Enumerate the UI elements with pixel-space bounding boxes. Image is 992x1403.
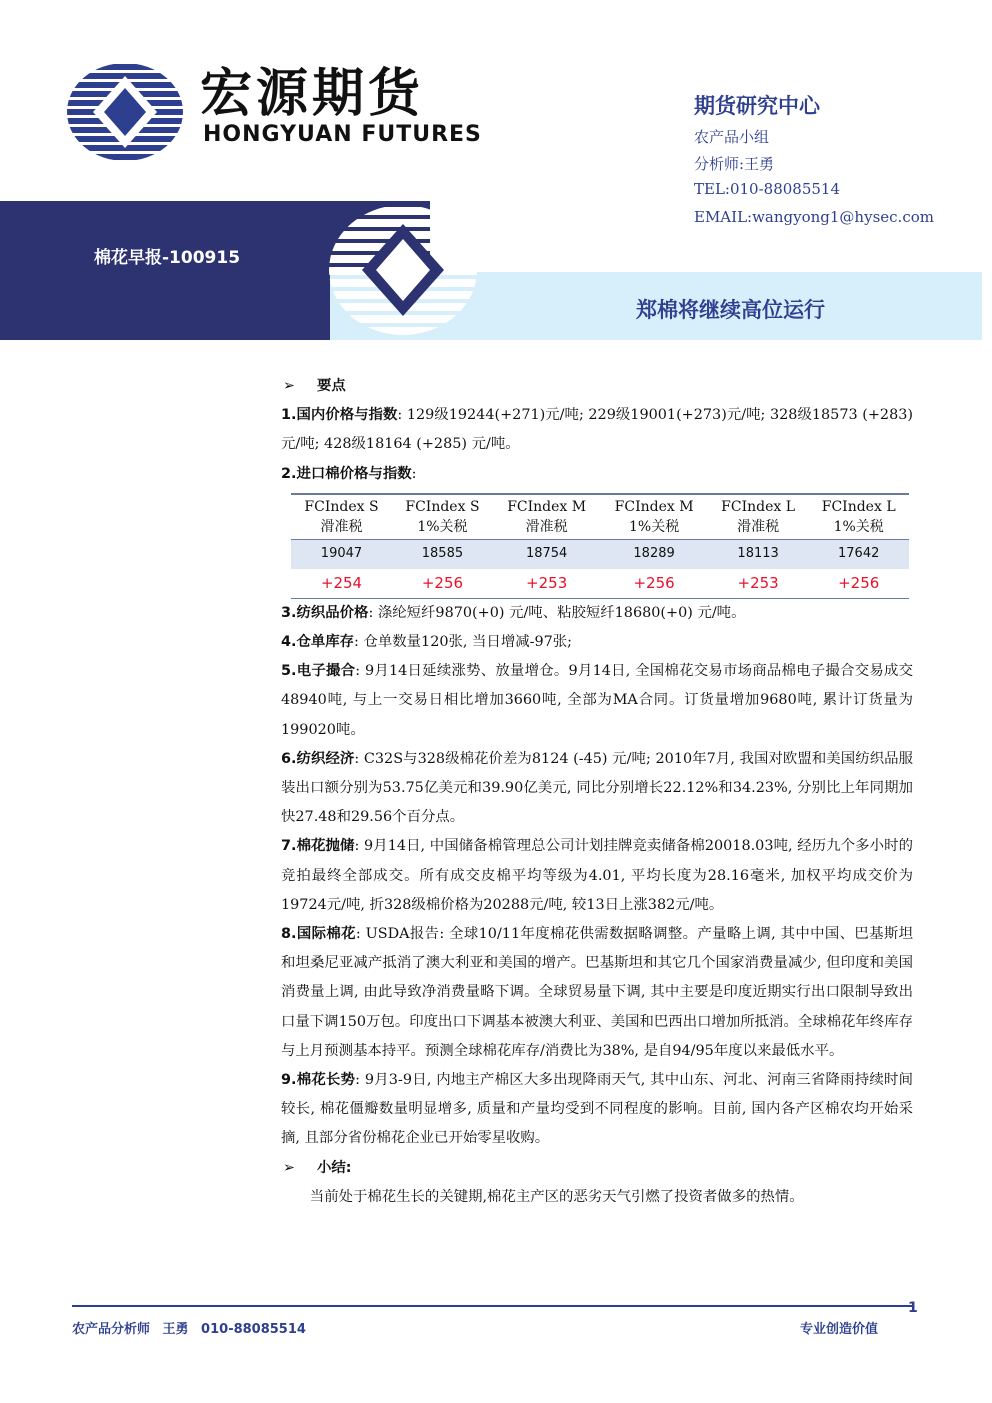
fc-header-1: FCIndex S 1%关税 <box>405 498 480 535</box>
summary-heading: ➢ 小结: <box>281 1154 913 1183</box>
logo-chinese-name: 宏源期货 <box>200 64 425 124</box>
footer-analyst: 农产品分析师 王勇 010-88085514 <box>72 1322 306 1337</box>
fcindex-table <box>291 493 909 599</box>
fc-header-0: FCIndex S 滑准税 <box>304 498 379 535</box>
company-logo-icon <box>66 62 184 162</box>
fc-change: +253 <box>526 574 568 593</box>
section-warehouse-stock: 4.仓单库存: 仓单数量120张, 当日增减-97张; <box>281 634 573 651</box>
report-headline: 郑棉将继续高位运行 <box>636 298 825 322</box>
band-emblem-icon <box>328 204 478 337</box>
fc-change: +256 <box>633 574 675 593</box>
section-textile-price: 3.纺织品价格: 涤纶短纤9870(+0) 元/吨、粘胶短纤18680(+0) 元/吨。 <box>281 604 746 621</box>
key-points-heading: ➢ 要点 <box>281 372 913 401</box>
group-name: 农产品小组 <box>694 128 770 146</box>
fc-change: +253 <box>737 574 779 593</box>
fc-change: +256 <box>421 574 464 593</box>
arrow-bullet-icon: ➢ <box>283 1159 296 1176</box>
fc-header-3: FCIndex M 1%关税 <box>614 498 694 535</box>
fc-value: 17642 <box>808 539 909 569</box>
fc-value: 18113 <box>708 539 809 569</box>
logo-english-name: HONGYUAN FUTURES <box>203 122 482 147</box>
section-textile-economy: 6.纺织经济: C32S与328级棉花价差为8124 (-45) 元/吨; 2010年7月, 我国对欧盟和美国纺织品服装出口额分别为53.75亿美元和39.90亿美元, 同比分别增长22.12%和34.23%, 分别比上年同期加快27.48和29.56个百分点。 <box>281 750 913 826</box>
table-row <box>291 539 909 569</box>
report-id: 棉花早报-100915 <box>94 248 241 268</box>
section-reserve-auction: 7.棉花抛储: 9月14日, 中国储备棉管理总公司计划挂牌竞卖储备棉20018.03吨, 经历九个多小时的竞拍最终全部成交。所有成交皮棉平均等级为4.01, 平均长度为28.16毫米, 加权平均成交价为19724元/吨, 折328级棉价格为20288元/吨, 较13日上涨382元/吨。 <box>281 838 913 913</box>
footer-divider <box>72 1305 912 1307</box>
fc-value: 18585 <box>392 539 493 569</box>
footer-slogan: 专业创造价值 <box>800 1322 879 1337</box>
report-body <box>281 372 913 1212</box>
fc-header-5: FCIndex L 1%关税 <box>821 498 896 535</box>
tel-number: TEL:010-88085514 <box>694 180 841 198</box>
section-crop-condition: 9.棉花长势: 9月3-9日, 内地主产棉区大多出现降雨天气, 其中山东、河北、河南三省降雨持续时间较长, 棉花僵瓣数量明显增多, 质量和产量均受到不同程度的影响。目前, 国内各产区棉农均开始采摘, 且部分省份棉花企业已开始零星收购。 <box>281 1072 913 1147</box>
research-center-title: 期货研究中心 <box>694 94 820 118</box>
arrow-bullet-icon: ➢ <box>283 378 296 394</box>
table-row <box>291 569 909 599</box>
email-address[interactable]: EMAIL:wangyong1@hysec.com <box>694 208 934 226</box>
fc-change: +256 <box>838 574 880 593</box>
page-number: 1 <box>908 1300 918 1316</box>
fc-header-4: FCIndex L 滑准税 <box>721 498 796 535</box>
fc-value: 19047 <box>291 539 392 569</box>
section-import-price: 2.进口棉价格与指数: <box>281 465 417 482</box>
fc-change: +254 <box>320 574 363 593</box>
summary-text: 当前处于棉花生长的关键期,棉花主产区的恶劣天气引燃了投资者做多的热情。 <box>309 1188 804 1205</box>
section-international-cotton: 8.国际棉花: USDA报告: 全球10/11年度棉花供需数据略调整。产量略上调, 其中中国、巴基斯坦和坦桑尼亚减产抵消了澳大利亚和美国的增产。巴基斯坦和其它几个国家消费量减少, 但印度和美国消费量上调, 由此导致净消费量略下调。全球贸易量下调, 其中主要是印度近期实行出口限制导致出口量下调150万包。印度出口下调基本被澳大利亚、美国和巴西出口增加所抵消。全球棉花年终库存与上月预测基本持平。预测全球棉花库存/消费比为38%, 是自94/95年度以来最低水平。 <box>281 926 914 1059</box>
section-electronic-matching: 5.电子撮合: 9月14日延续涨势、放量增仓。9月14日, 全国棉花交易市场商品棉电子撮合交易成交48940吨, 与上一交易日相比增加3660吨, 全部为MA合同。订货量增加9680吨, 累计订货量为199020吨。 <box>281 663 914 738</box>
section-domestic-price: 1.国内价格与指数: 129级19244(+271)元/吨; 229级19001(+273)元/吨; 328级18573 (+283) 元/吨; 428级18164 (+285) 元/吨。 <box>281 407 913 453</box>
fc-value: 18754 <box>493 539 600 569</box>
fc-header-2: FCIndex M 滑准税 <box>507 498 587 535</box>
analyst-name: 分析师:王勇 <box>694 155 775 173</box>
fc-value: 18289 <box>600 539 707 569</box>
